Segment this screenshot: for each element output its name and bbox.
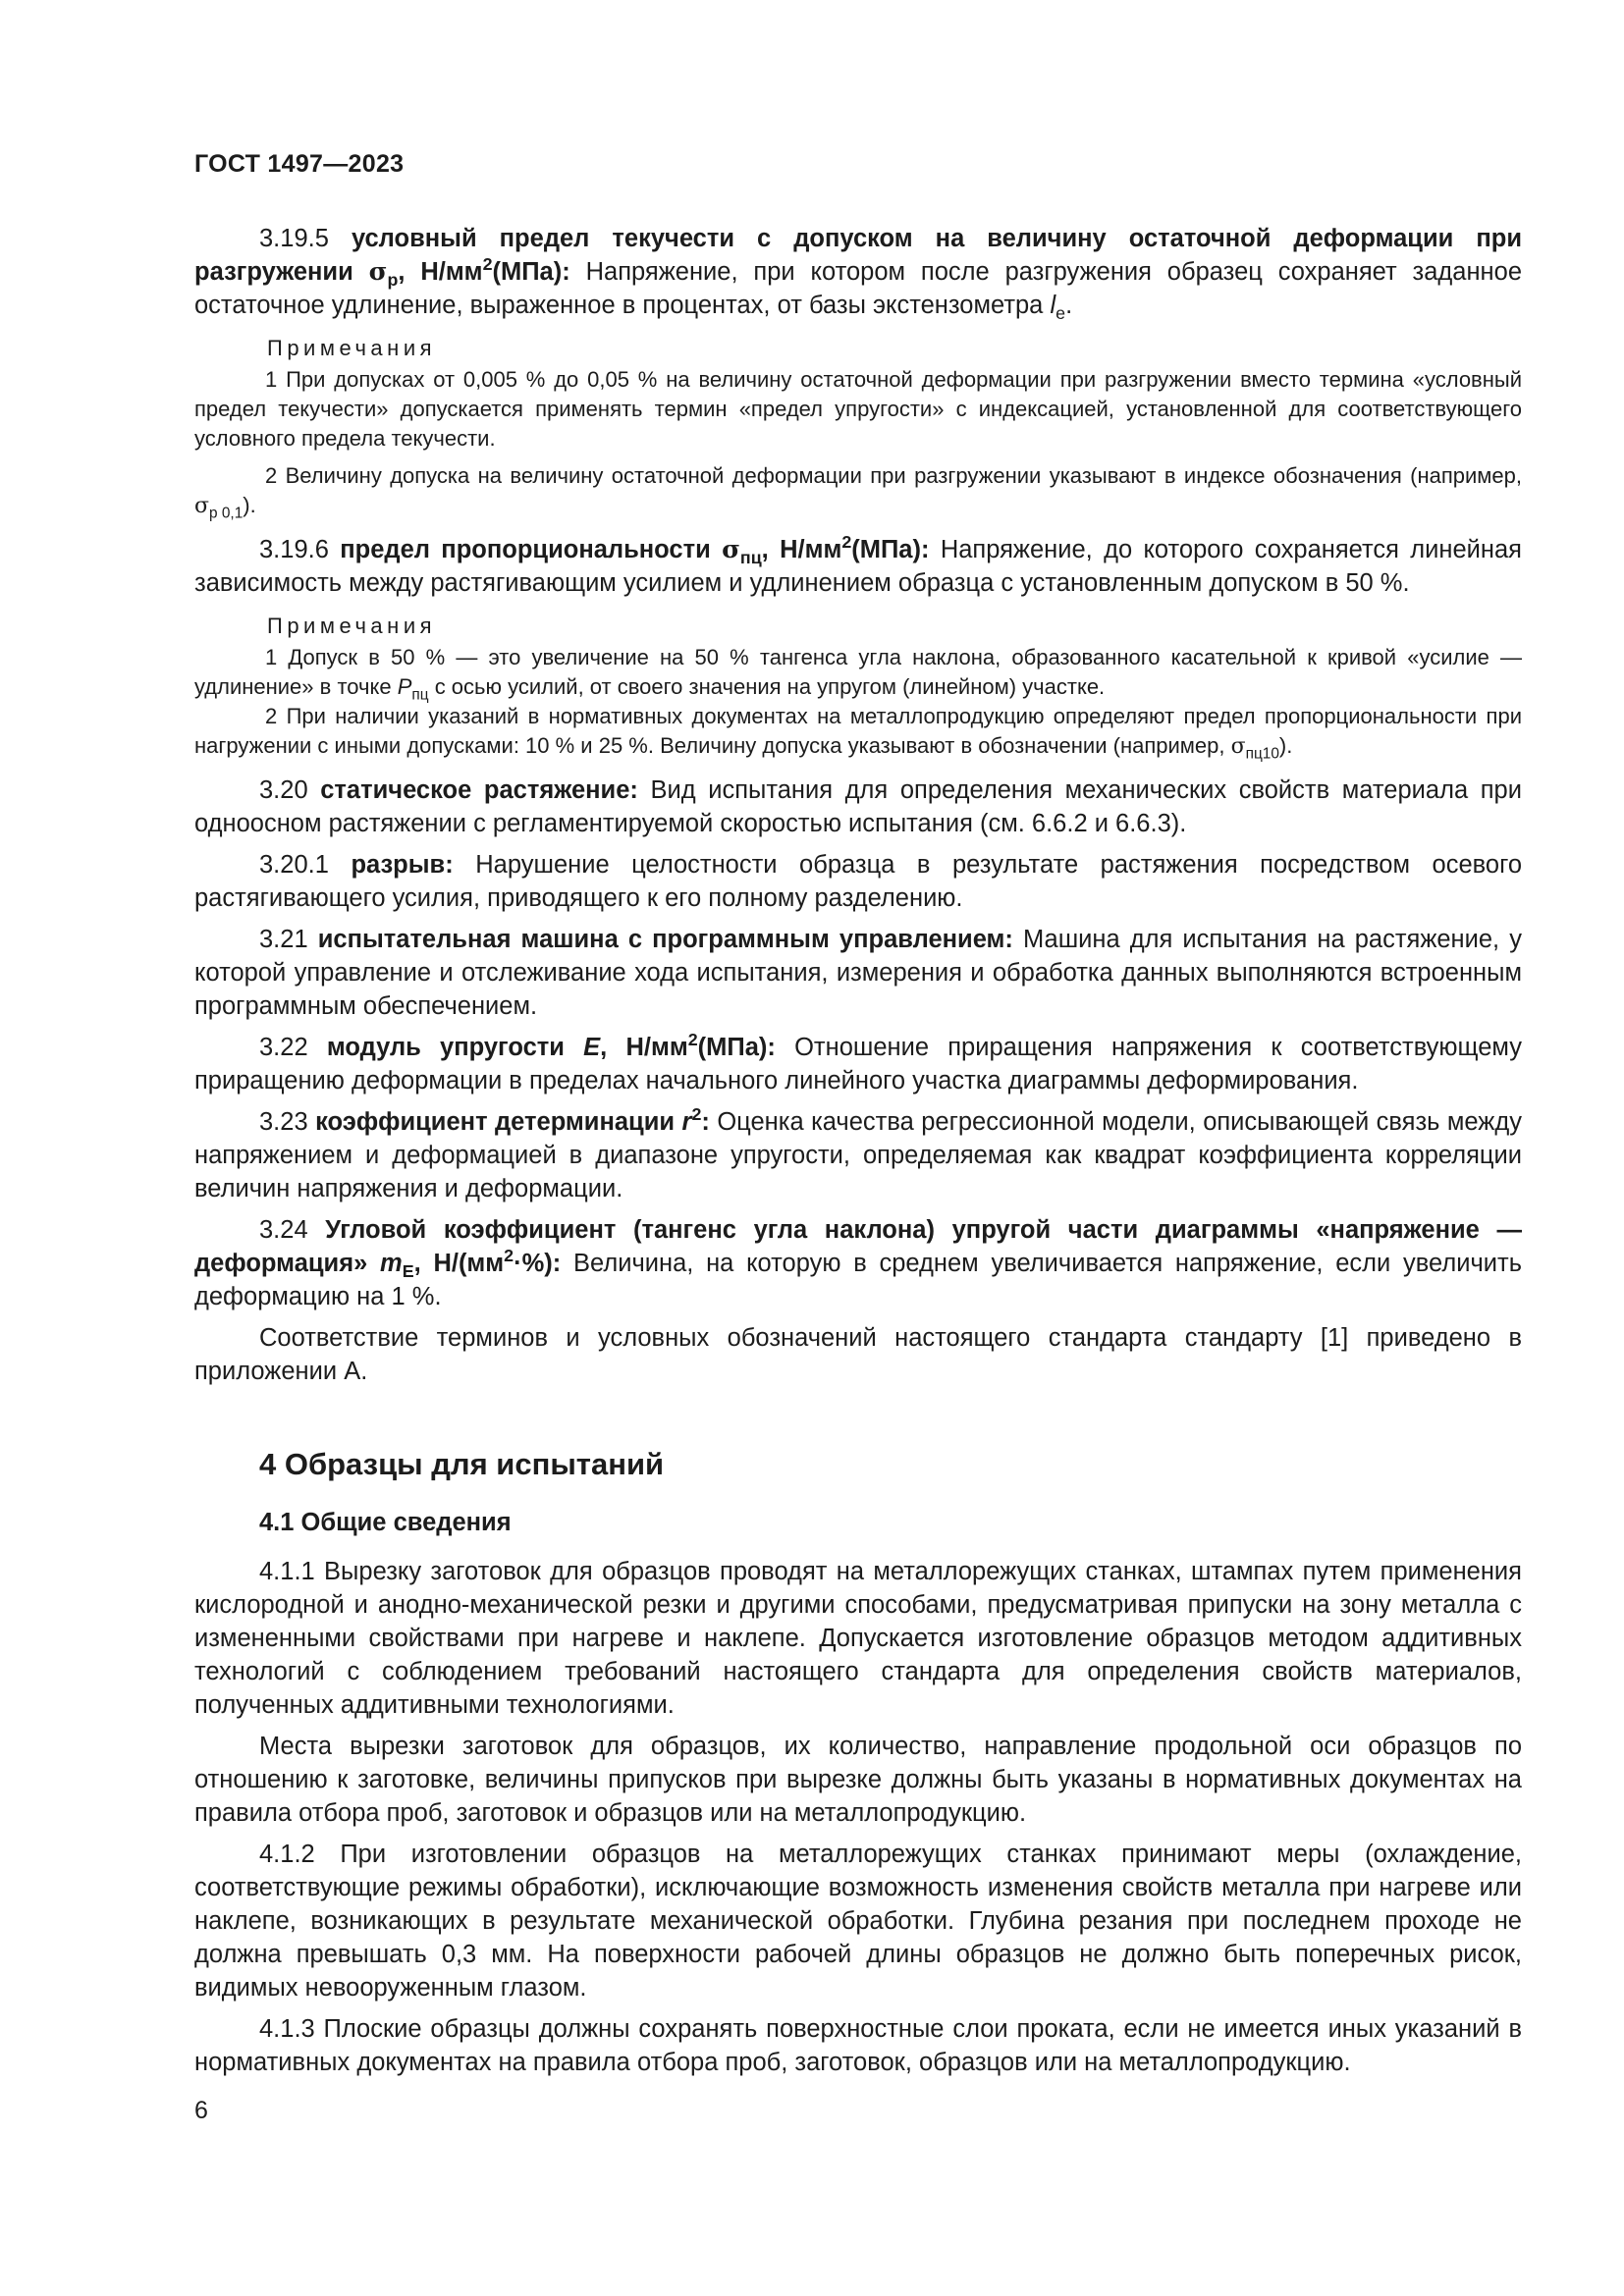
term-definition: Нарушение целостности образца в результате растяжения посредством осевого растягивающего усилия, приводящего к его полному разделению. — [194, 851, 1522, 912]
term-name: статическое растяжение: — [320, 776, 638, 804]
term-3-20-1 — [194, 848, 1522, 915]
term-name: предел пропорциональности $\sigma_{пц}$, $Н/мм^2(МПа)$: — [340, 532, 930, 568]
term-number: 3.19.5 — [259, 225, 329, 252]
term-3-19-6 — [194, 533, 1522, 600]
term-name: разрыв: — [351, 851, 454, 879]
term-number: 3.20 — [259, 776, 308, 804]
notes-heading: Примечания — [267, 336, 437, 360]
note-item: 1 При допусках от 0,005 % до 0,05 % на величину остаточной деформации при разгружении вместо термина «условный предел текучести» допускается применять термин «предел упругости» с индексацией, установленной для соответствующего условного предела текучести. — [194, 367, 1522, 451]
note-item: 2 При наличии указаний в нормативных документах на металлопродукцию определяют предел пропорциональности при нагружении с иными допусками: 10 % и 25 %. Величину допуска указывают в обозначении (например, $\sigma_{пц10}$). — [194, 704, 1522, 763]
page-content — [194, 222, 1522, 2079]
term-definition: Машина для испытания на растяжение, у которой управление и отслеживание хода испытания, измерения и обработка данных выполняются встроенным программным обеспечением. — [194, 926, 1522, 1020]
paragraph-4-1-2: 4.1.2 При изготовлении образцов на металлорежущих станках принимают меры (охлаждение, соответствующие режимы обработки), исключающие возможность изменения свойств металла при нагреве или наклепе, возникающих в результате механической обработки. Глубина резания при последнем проходе не должна превышать 0,3 мм. На поверхности рабочей длины образцов не должно быть поперечных рисок, видимых невооруженным глазом. — [194, 1841, 1522, 2002]
term-definition: Величина, на которую в среднем увеличивается напряжение, если увеличить деформацию на 1 %. — [194, 1250, 1522, 1310]
term-3-22 — [194, 1031, 1522, 1097]
note-item: 2 Величину допуска на величину остаточной деформации при разгружении указывают в индексе обозначения (например, $\sigma_{р 0,1}$). — [194, 463, 1522, 522]
paragraph-4-1-1: 4.1.1 Вырезку заготовок для образцов проводят на металлорежущих станках, штампах путем применения кислородной и анодно-механической резки и другими способами, предусматривая припуски на зону металла с измененными свойствами при нагреве и наклепе. Допускается изготовление образцов методом аддитивных технологий с соблюдением требований настоящего стандарта для определения свойств материалов, полученных аддитивными технологиями. — [194, 1558, 1522, 1719]
term-number: 3.24 — [259, 1216, 308, 1244]
subsection-title: 4.1 Общие сведения — [259, 1509, 512, 1536]
term-number: 3.21 — [259, 926, 308, 953]
term-name: условный предел текучести с допуском на величину остаточной деформации при разгружении $\sigma_р$, $Н/мм^2(МПа)$: — [194, 225, 1522, 291]
term-definition: Напряжение, до которого сохраняется линейная зависимость между растягивающим усилием и удлинением образца с установленным допуском в 50 %. — [194, 536, 1522, 597]
term-definition: Вид испытания для определения механических свойств материала при одноосном растяжении с регламентируемой скоростью испытания (см. 6.6.2 и 6.6.3). — [194, 776, 1522, 837]
paragraph-4-1-3: 4.1.3 Плоские образцы должны сохранять поверхностные слои проката, если не имеется иных указаний в нормативных документах на правила отбора проб, заготовок, образцов или на металлопродукцию. — [194, 2015, 1522, 2076]
term-3-21 — [194, 923, 1522, 1023]
term-definition: Отношение приращения напряжения к соответствующему приращению деформации в пределах начального линейного участка диаграммы деформирования. — [194, 1034, 1523, 1095]
term-name: испытательная машина с программным управлением: — [317, 926, 1013, 953]
section-title: 4 Образцы для испытаний — [259, 1447, 665, 1481]
term-3-24 — [194, 1213, 1522, 1313]
term-name: коэффициент детерминации $r^2$: — [315, 1104, 710, 1136]
note-item: 1 Допуск в 50 % — это увеличение на 50 % тангенса угла наклона, образованного касательной к кривой «усилие — удлинение» в точке $P_{пц}$ с осью усилий, от своего значения на упругом (линейном) участке. — [194, 645, 1522, 704]
term-name: Угловой коэффициент (тангенс угла наклона) упругой части диаграммы «напряжение — деформация» $m_E$, $Н/(мм^2\cdot\%)$: — [194, 1216, 1522, 1282]
conformity-paragraph: Соответствие терминов и условных обозначений настоящего стандарта стандарту [1] приведено в приложении А. — [194, 1324, 1522, 1385]
term-name: модуль упругости E, $Н/мм^2(МПа)$: — [326, 1030, 776, 1061]
term-3-20 — [194, 774, 1522, 840]
term-number: 3.23 — [259, 1108, 308, 1136]
page-number: 6 — [194, 2097, 208, 2124]
term-number: 3.19.6 — [259, 536, 329, 563]
paragraph-4-1-1-cont: Места вырезки заготовок для образцов, их количество, направление продольной оси образцов по отношению к заготовке, величины припусков при вырезке должны быть указаны в нормативных документах на правила отбора проб, заготовок и образцов или на металлопродукцию. — [194, 1733, 1522, 1827]
term-number: 3.20.1 — [259, 851, 329, 879]
term-3-23 — [194, 1105, 1522, 1205]
notes-heading: Примечания — [267, 614, 437, 638]
term-number: 3.22 — [259, 1034, 308, 1061]
document-header: ГОСТ 1497—2023 — [194, 150, 405, 178]
term-3-19-5: 3.19.5 условный предел текучести с допуском на величину остаточной деформации при разгружении $\sigma_р$, $Н/мм^2(МПа)$: Напряжение, при котором после разгружения образец сохраняет заданное остаточное удлинение, выраженное в процентах, от базы экстензометра $l_e$. — [194, 225, 1523, 324]
term-definition: Напряжение, при котором после разгружения образец сохраняет заданное остаточное удлинение, выраженное в процентах, от базы экстензометра — [194, 258, 1523, 319]
term-definition: Оценка качества регрессионной модели, описывающей связь между напряжением и деформацией в диапазоне упругости, определяемая как квадрат коэффициента корреляции величин напряжения и деформации. — [194, 1108, 1522, 1202]
